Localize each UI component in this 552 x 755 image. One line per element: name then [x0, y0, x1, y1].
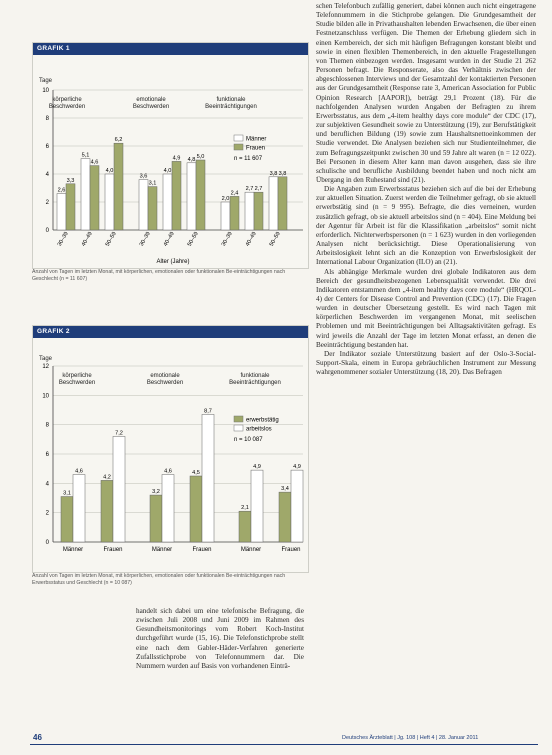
chart-1-n-label: n = 11 607	[234, 156, 263, 162]
chart-2	[33, 338, 308, 573]
bar-erwerbst-tig	[239, 511, 251, 542]
data-label: 4,8	[187, 156, 196, 163]
chart-1-y-title: Tage	[39, 78, 53, 84]
data-label: 2,6	[57, 187, 66, 194]
bar-m-nner	[139, 180, 148, 230]
data-label: 3,1	[148, 180, 157, 187]
figure-2	[32, 325, 309, 573]
bar-arbeitslos	[202, 414, 214, 542]
x-tick-label: Männer	[62, 547, 84, 553]
bar-frauen	[114, 143, 123, 230]
x-tick-label: 30–39	[220, 231, 234, 248]
data-label: 3,2	[152, 489, 160, 496]
figure-1-caption: Anzahl von Tagen im letzten Monat, mit körperlichen, emotionalen oder funktionalen Be-einträchtigungen nach Geschlecht (n = 11 607)	[32, 269, 286, 282]
chart-2-group-funktional-2: Beeinträchtigungen	[229, 380, 281, 386]
journal-reference: Deutsches Ärzteblatt | Jg. 108 | Heft 4 | 28. Januar 2011	[342, 735, 479, 741]
figure-1-header: GRAFIK 1	[33, 43, 308, 55]
data-label: 2,1	[241, 505, 249, 512]
y-tick-label: 4	[45, 481, 49, 488]
data-label: 4,6	[75, 468, 83, 475]
chart-2-legend	[234, 416, 279, 443]
x-tick-label: 30–39	[56, 231, 70, 248]
x-tick-label: Männer	[151, 547, 173, 553]
chart-1-group-emotional-1: emotionale	[136, 97, 166, 103]
chart-2-group-emotional-1: emotionale	[150, 373, 180, 379]
bar-m-nner	[163, 174, 172, 230]
bar-m-nner	[187, 163, 196, 230]
chart-2-n-label: n = 10 087	[234, 437, 263, 443]
y-tick-label: 4	[45, 172, 49, 178]
data-label: 4,6	[164, 468, 172, 475]
data-label: 8,7	[204, 408, 212, 415]
bar-frauen	[66, 184, 75, 230]
data-label: 3,6	[139, 173, 148, 180]
bar-arbeitslos	[162, 475, 174, 542]
x-tick-label: 30–39	[138, 231, 152, 248]
bar-arbeitslos	[73, 475, 85, 542]
x-tick-label: 40–49	[162, 231, 176, 248]
page-number: 46	[33, 733, 42, 742]
figure-2-header: GRAFIK 2	[33, 326, 308, 338]
legend-label-arbeitslos: arbeitslos	[246, 426, 272, 433]
data-label: 3,4	[281, 486, 289, 493]
chart-1-group-koerperlich-2: Beschwerden	[48, 104, 86, 110]
chart-1-legend	[234, 135, 266, 162]
x-tick-label: 50–59	[186, 231, 200, 248]
x-tick-label: 50–59	[268, 231, 282, 248]
chart-1	[33, 55, 308, 269]
bar-erwerbst-tig	[190, 476, 202, 542]
bar-arbeitslos	[113, 436, 125, 542]
y-tick-label: 8	[45, 422, 49, 429]
data-label: 5,1	[81, 152, 90, 159]
data-label: 4,9	[172, 155, 181, 162]
y-tick-label: 6	[45, 452, 49, 458]
chart-1-group-funktional-2: Beeinträchtigungen	[205, 104, 257, 110]
data-label: 3,1	[63, 490, 71, 497]
y-tick-label: 0	[45, 540, 49, 546]
bar-m-nner	[221, 202, 230, 230]
y-tick-label: 0	[45, 228, 49, 234]
chart-1-x-title: Alter (Jahre)	[156, 259, 190, 265]
x-tick-label: 50–59	[104, 231, 118, 248]
bar-m-nner	[269, 177, 278, 230]
chart-1-group-emotional-2: Beschwerden	[132, 104, 170, 110]
data-label: 6,2	[114, 137, 123, 144]
paragraph: schen Telefonbuch zufällig generiert, dabei können auch nicht eingetragene Telefonnummern in die Stichprobe gelangen. Die Grundgesamtheit der Studie bilden alle in Privathaushalten lebenden Erwachsenen, die über einen Festnetzanschluss verfügen. Die Themen der Erhebung gliedern sich in einen Kernbereich, der sich mit häufigen Befragungen konstant bleibt und sowie in einen flexiblen Themenbereich, in den aktuelle Fragestellungen von Themen einbezogen werden. Insgesamt wurden in der Studie 21 262 Personen befragt. Die Responserate, also das Verhältnis zwischen der abgeschlossenen Interviews und der Gesamtzahl der kontaktierten Personen aus der Grundgesamtheit (Response rate 3, American Association for Public Opinion Research [AAPOR]), beträgt 29,1 Prozent (18). Für die nachfolgenden Analysen wurden Angaben der Befragten zu ihrem Erwerbsstatus, aus dem „4-item healthy days core module“ der CDC (17), zur subjektiven Gesundheit sowie zu Unterstützung (19), zur Berufstätigkeit und beruflichen Bildung (19) sowie zum Haushaltsnettoeinkommen der Studie verwendet. Die Analysen beziehen sich nur Studienteilnehmer, die zum Befragungszeitpunkt zwischen 30 und 59 Jahre alt waren (n = 12 022). Bei Personen in diesem Alter kann man davon ausgehen, dass sie ihre schulische und berufliche Ausbildung beendet haben und noch nicht am Übergang in den Ruhestand sind (21).	[316, 2, 536, 184]
legend-label-maenner: Männer	[246, 136, 267, 143]
data-label: 4,9	[253, 464, 261, 471]
bar-m-nner	[57, 194, 66, 230]
bar-erwerbst-tig	[61, 497, 73, 542]
chart-1-group-funktional-1: funktionale	[216, 97, 246, 103]
x-tick-label: Frauen	[103, 547, 123, 553]
figure-1	[32, 42, 309, 269]
left-text-column	[136, 607, 304, 671]
bar-m-nner	[245, 192, 254, 230]
legend-swatch-maenner	[234, 135, 243, 141]
paragraph: Die Angaben zum Erwerbsstatus beziehen sich auf die bei der Erhebung zur aktuellen Situation. Zuerst werden die Teilnehmer gefragt, ob sie aktuell erwerbstätig sind (n = 9 995). Befragte, die dies verneinen, wurden zusätzlich gefragt, ob sie aktuell arbeitslos sind (n = 404). Eine Meldung bei der Agentur für Arbeit ist für die Klassifikation „arbeitslos“ somit nicht erforderlich. Nichterwerbspersonen (n = 1 623) wurden in den vorliegenden Analysen nicht berücksichtigt. Diese Operationalisierung von Arbeitslosigkeit lehnt sich an die Konzeption von Erwerbslosigkeit der International Labour Organization (ILO) an (21).	[316, 185, 536, 267]
paragraph: Der Indikator soziale Unterstützung basiert auf der Oslo-3-Social-Support-Skala, einem in Europa gebräuchlichen Instrument zur Messung wahrgenommener sozialer Unterstützung (18, 20). Das Befragen	[316, 349, 536, 377]
data-label: 3,8	[269, 170, 278, 177]
bar-frauen	[230, 196, 239, 230]
chart-1-group-koerperlich-1: körperliche	[52, 97, 82, 103]
page-footer	[0, 732, 552, 744]
data-label: 2,7	[254, 186, 263, 193]
legend-label-erwerbstaetig: erwerbstätig	[246, 417, 279, 424]
bar-arbeitslos	[251, 470, 263, 542]
y-tick-label: 10	[42, 88, 49, 94]
data-label: 4,6	[90, 159, 99, 166]
data-label: 7,2	[115, 430, 123, 437]
chart-2-group-emotional-2: Beschwerden	[146, 380, 184, 386]
y-tick-label: 12	[42, 364, 49, 370]
x-tick-label: 40–49	[244, 231, 258, 248]
data-label: 3,8	[278, 170, 287, 177]
x-tick-label: Männer	[240, 547, 262, 553]
data-label: 4,0	[163, 168, 172, 174]
figure-2-caption: Anzahl von Tagen im letzten Monat, mit körperlichen, emotionalen oder funktionalen Be-einträchtigungen nach Erwerbsstatus und Geschlecht (n = 10 087)	[32, 573, 286, 586]
legend-label-frauen: Frauen	[246, 145, 266, 152]
bar-frauen	[90, 166, 99, 230]
footer-rule	[30, 744, 538, 745]
y-tick-label: 2	[45, 200, 49, 206]
data-label: 2,4	[230, 190, 239, 197]
bar-frauen	[148, 187, 157, 230]
bar-frauen	[254, 192, 263, 230]
y-tick-label: 10	[42, 393, 49, 400]
data-label: 5,0	[196, 154, 205, 160]
x-tick-label: Frauen	[192, 547, 212, 553]
bar-m-nner	[105, 174, 114, 230]
bar-frauen	[172, 161, 181, 230]
chart-2-group-koerperlich-1: körperliche	[62, 373, 92, 379]
data-label: 2,7	[245, 186, 254, 193]
data-label: 4,2	[103, 474, 111, 481]
bar-arbeitslos	[291, 470, 303, 542]
y-tick-label: 8	[45, 116, 49, 122]
data-label: 2,0	[221, 196, 230, 202]
chart-2-y-title: Tage	[39, 356, 53, 362]
chart-2-group-funktional-1: funktionale	[240, 373, 270, 379]
bar-m-nner	[81, 159, 90, 230]
legend-swatch-erwerbstaetig	[234, 416, 243, 422]
legend-swatch-frauen	[234, 144, 243, 150]
bar-frauen	[196, 160, 205, 230]
bar-erwerbst-tig	[279, 492, 291, 542]
legend-swatch-arbeitslos	[234, 425, 243, 431]
paragraph: handelt sich dabei um eine telefonische Befragung, die zwischen Juli 2008 und Juni 2009 im Rahmen des Gesundheitsmonitorings vom Robert Koch-Institut durchgeführt wurde (15, 16). Die Telefonstichprobe stellt eine nach dem Gabler-Häder-Verfahren generierte Zufallsstichprobe von Telefonnummern dar. Die Nummern wurden auf Basis von vorhandenen Einträ-	[136, 607, 304, 670]
bar-frauen	[278, 177, 287, 230]
x-tick-label: Frauen	[281, 547, 301, 553]
data-label: 4,5	[192, 470, 200, 476]
right-text-column	[316, 2, 536, 377]
data-label: 4,9	[293, 464, 301, 471]
bar-erwerbst-tig	[150, 495, 162, 542]
y-tick-label: 6	[45, 144, 49, 150]
x-tick-label: 40–49	[80, 231, 94, 248]
data-label: 3,3	[66, 177, 75, 184]
data-label: 4,0	[105, 168, 114, 174]
paragraph: Als abhängige Merkmale wurden drei globale Indikatoren aus dem Bereich der gesundheitsbezogenen Lebensqualität verwendet. Die drei Indikatoren entstammen dem „4-item healthy days core module“ (HRQOL-4) der Centers for Disease Control and Prevention (CDC) (17). Die Fragen wurden in deutscher Übersetzung gestellt. Es wird nach Tagen mit körperlichen Beschwerden im vergangenen Monat, mit seelischen Problemen und mit Beeinträchtigungen bei Alltagsaktivitäten gefragt. Es wird jeweils die Anzahl der Tage im letzten Monat erfasst, an denen die Beeinträchtigung bestanden hat.	[316, 267, 536, 349]
chart-2-group-koerperlich-2: Beschwerden	[58, 380, 96, 386]
bar-erwerbst-tig	[101, 480, 113, 542]
y-tick-label: 2	[45, 510, 49, 517]
